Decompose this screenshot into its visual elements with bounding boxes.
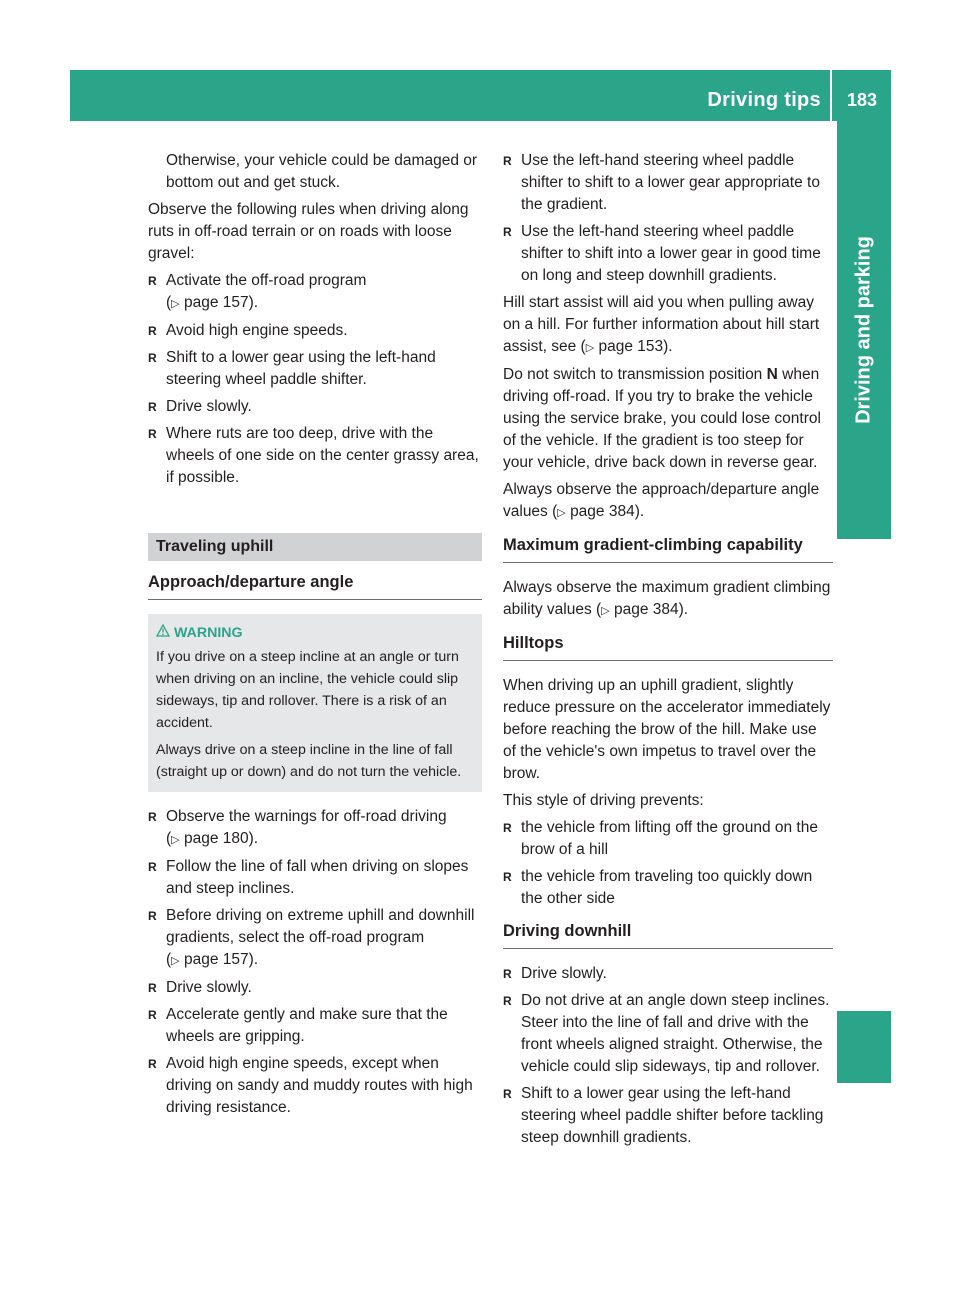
page-number: 183 [846, 90, 878, 110]
warning-box [148, 614, 482, 792]
paragraph-text: when driving off-road. If you try to brake the vehicle using the service brake, you could lose control of the vehicle. If the gradient is too steep for your vehicle, drive back down in reverse gear. [503, 366, 821, 471]
arrow-reference-icon: ▷ [557, 507, 566, 519]
list-item: R Drive slowly. [148, 977, 482, 999]
list-item: R Where ruts are too deep, drive with the wheels of one side on the center grassy area, if possible. [148, 423, 482, 489]
list-item: R Observe the warnings for off-road driving (▷ page 180). [148, 806, 482, 851]
paragraph-text: Hill start assist will aid you when pulling away on a hill. For further information about hill start assist, see ( [503, 294, 820, 355]
hilltops-list [503, 817, 833, 910]
warning-paragraph: If you drive on a steep incline at an angle or turn when driving on an incline, the vehicle could slip sideways, tip and rollover. There is a risk of an accident. [156, 649, 459, 731]
max-gradient-paragraph [503, 577, 833, 622]
list-item: R Avoid high engine speeds. [148, 320, 482, 342]
header-divider [830, 70, 832, 121]
paragraph-text: Always observe the maximum gradient climbing ability values ( [503, 579, 831, 618]
arrow-reference-icon: ▷ [171, 955, 180, 967]
arrow-reference-icon: ▷ [171, 834, 180, 846]
list-item: R Activate the off-road program (▷ page 157). [148, 270, 482, 315]
page-reference-link[interactable]: page 384). [570, 503, 645, 520]
continued-text: Otherwise, your vehicle could be damaged or bottom out and get stuck. [166, 152, 478, 191]
right-column [503, 150, 833, 1154]
list-item: R Accelerate gently and make sure that the wheels are gripping. [148, 1004, 482, 1048]
neutral-paragraph [503, 364, 833, 474]
list-item: R the vehicle from traveling too quickly down the other side [503, 866, 833, 910]
list-item-text: Before driving on extreme uphill and downhill gradients, select the off-road program [166, 907, 475, 946]
arrow-reference-icon: ▷ [585, 342, 595, 354]
list-item: R Use the left-hand steering wheel paddle shifter to shift to a lower gear appropriate to the gradient. [503, 150, 833, 216]
warning-title: WARNING [174, 625, 243, 641]
subheading-driving-downhill: Driving downhill [503, 920, 833, 949]
list-item: R Drive slowly. [148, 396, 482, 418]
paddle-rule-list [503, 150, 833, 287]
list-item-text: Activate the off-road program [166, 272, 367, 289]
side-marker-block [837, 1011, 891, 1083]
warning-header [156, 622, 475, 644]
uphill-rule-list [148, 806, 482, 1119]
paragraph-text: Do not switch to transmission position [503, 366, 767, 383]
hilltops-paragraph: When driving up an uphill gradient, slightly reduce pressure on the accelerator immediately before reaching the brow of the hill. Make use of the vehicle's own impetus to travel over the brow. [503, 677, 831, 782]
transmission-position: N [766, 366, 778, 383]
section-title: Traveling uphill [148, 533, 482, 561]
side-tab-label: Driving and parking [852, 236, 875, 424]
arrow-reference-icon: ▷ [601, 605, 610, 617]
hilltops-paragraph: This style of driving prevents: [503, 792, 704, 809]
header-title: Driving tips [707, 89, 821, 111]
subheading-max-gradient: Maximum gradient-climbing capability [503, 534, 833, 563]
arrow-reference-icon: ▷ [171, 298, 180, 310]
paragraph-text: Always observe the approach/departure angle values ( [503, 481, 820, 520]
list-item: R Shift to a lower gear using the left-hand steering wheel paddle shifter before tackling steep downhill gradients. [503, 1083, 833, 1149]
angle-note-paragraph [503, 479, 833, 524]
subheading-hilltops: Hilltops [503, 632, 833, 661]
subheading-approach-angle: Approach/departure angle [148, 571, 482, 600]
page-reference-link[interactable]: page 384). [614, 601, 689, 618]
side-tab [837, 121, 891, 539]
page-reference-link[interactable]: page 157). [183, 951, 259, 968]
list-item-text: Observe the warnings for off-road driving [166, 808, 447, 825]
downhill-list [503, 963, 833, 1149]
page-header [70, 70, 891, 121]
page-reference-link[interactable]: page 180). [183, 830, 259, 847]
page-reference-link[interactable]: page 157). [183, 294, 259, 311]
list-item: R Drive slowly. [503, 963, 833, 985]
left-column [148, 150, 482, 1124]
warning-paragraph: Always drive on a steep incline in the line of fall (straight up or down) and do not turn the vehicle. [156, 742, 462, 780]
warning-triangle-icon [156, 624, 170, 637]
ruts-intro: Observe the following rules when driving along ruts in off-road terrain or on roads with loose gravel: [148, 201, 469, 262]
list-item: R Follow the line of fall when driving on slopes and steep inclines. [148, 856, 482, 900]
hill-start-paragraph [503, 292, 833, 359]
list-item: R Before driving on extreme uphill and downhill gradients, select the off-road program (▷ page 157). [148, 905, 482, 972]
list-item: R the vehicle from lifting off the ground on the brow of a hill [503, 817, 833, 861]
list-item: R Do not drive at an angle down steep inclines. Steer into the line of fall and drive with the front wheels aligned straight. Otherwise, the vehicle could slip sideways, tip and rollover. [503, 990, 833, 1078]
list-item: R Shift to a lower gear using the left-hand steering wheel paddle shifter. [148, 347, 482, 391]
list-item: R Use the left-hand steering wheel paddle shifter to shift into a lower gear in good time on long and steep downhill gradients. [503, 221, 833, 287]
ruts-rule-list [148, 270, 482, 489]
list-item: R Avoid high engine speeds, except when driving on sandy and muddy routes with high driving resistance. [148, 1053, 482, 1119]
page-reference-link[interactable]: page 153). [598, 338, 673, 355]
